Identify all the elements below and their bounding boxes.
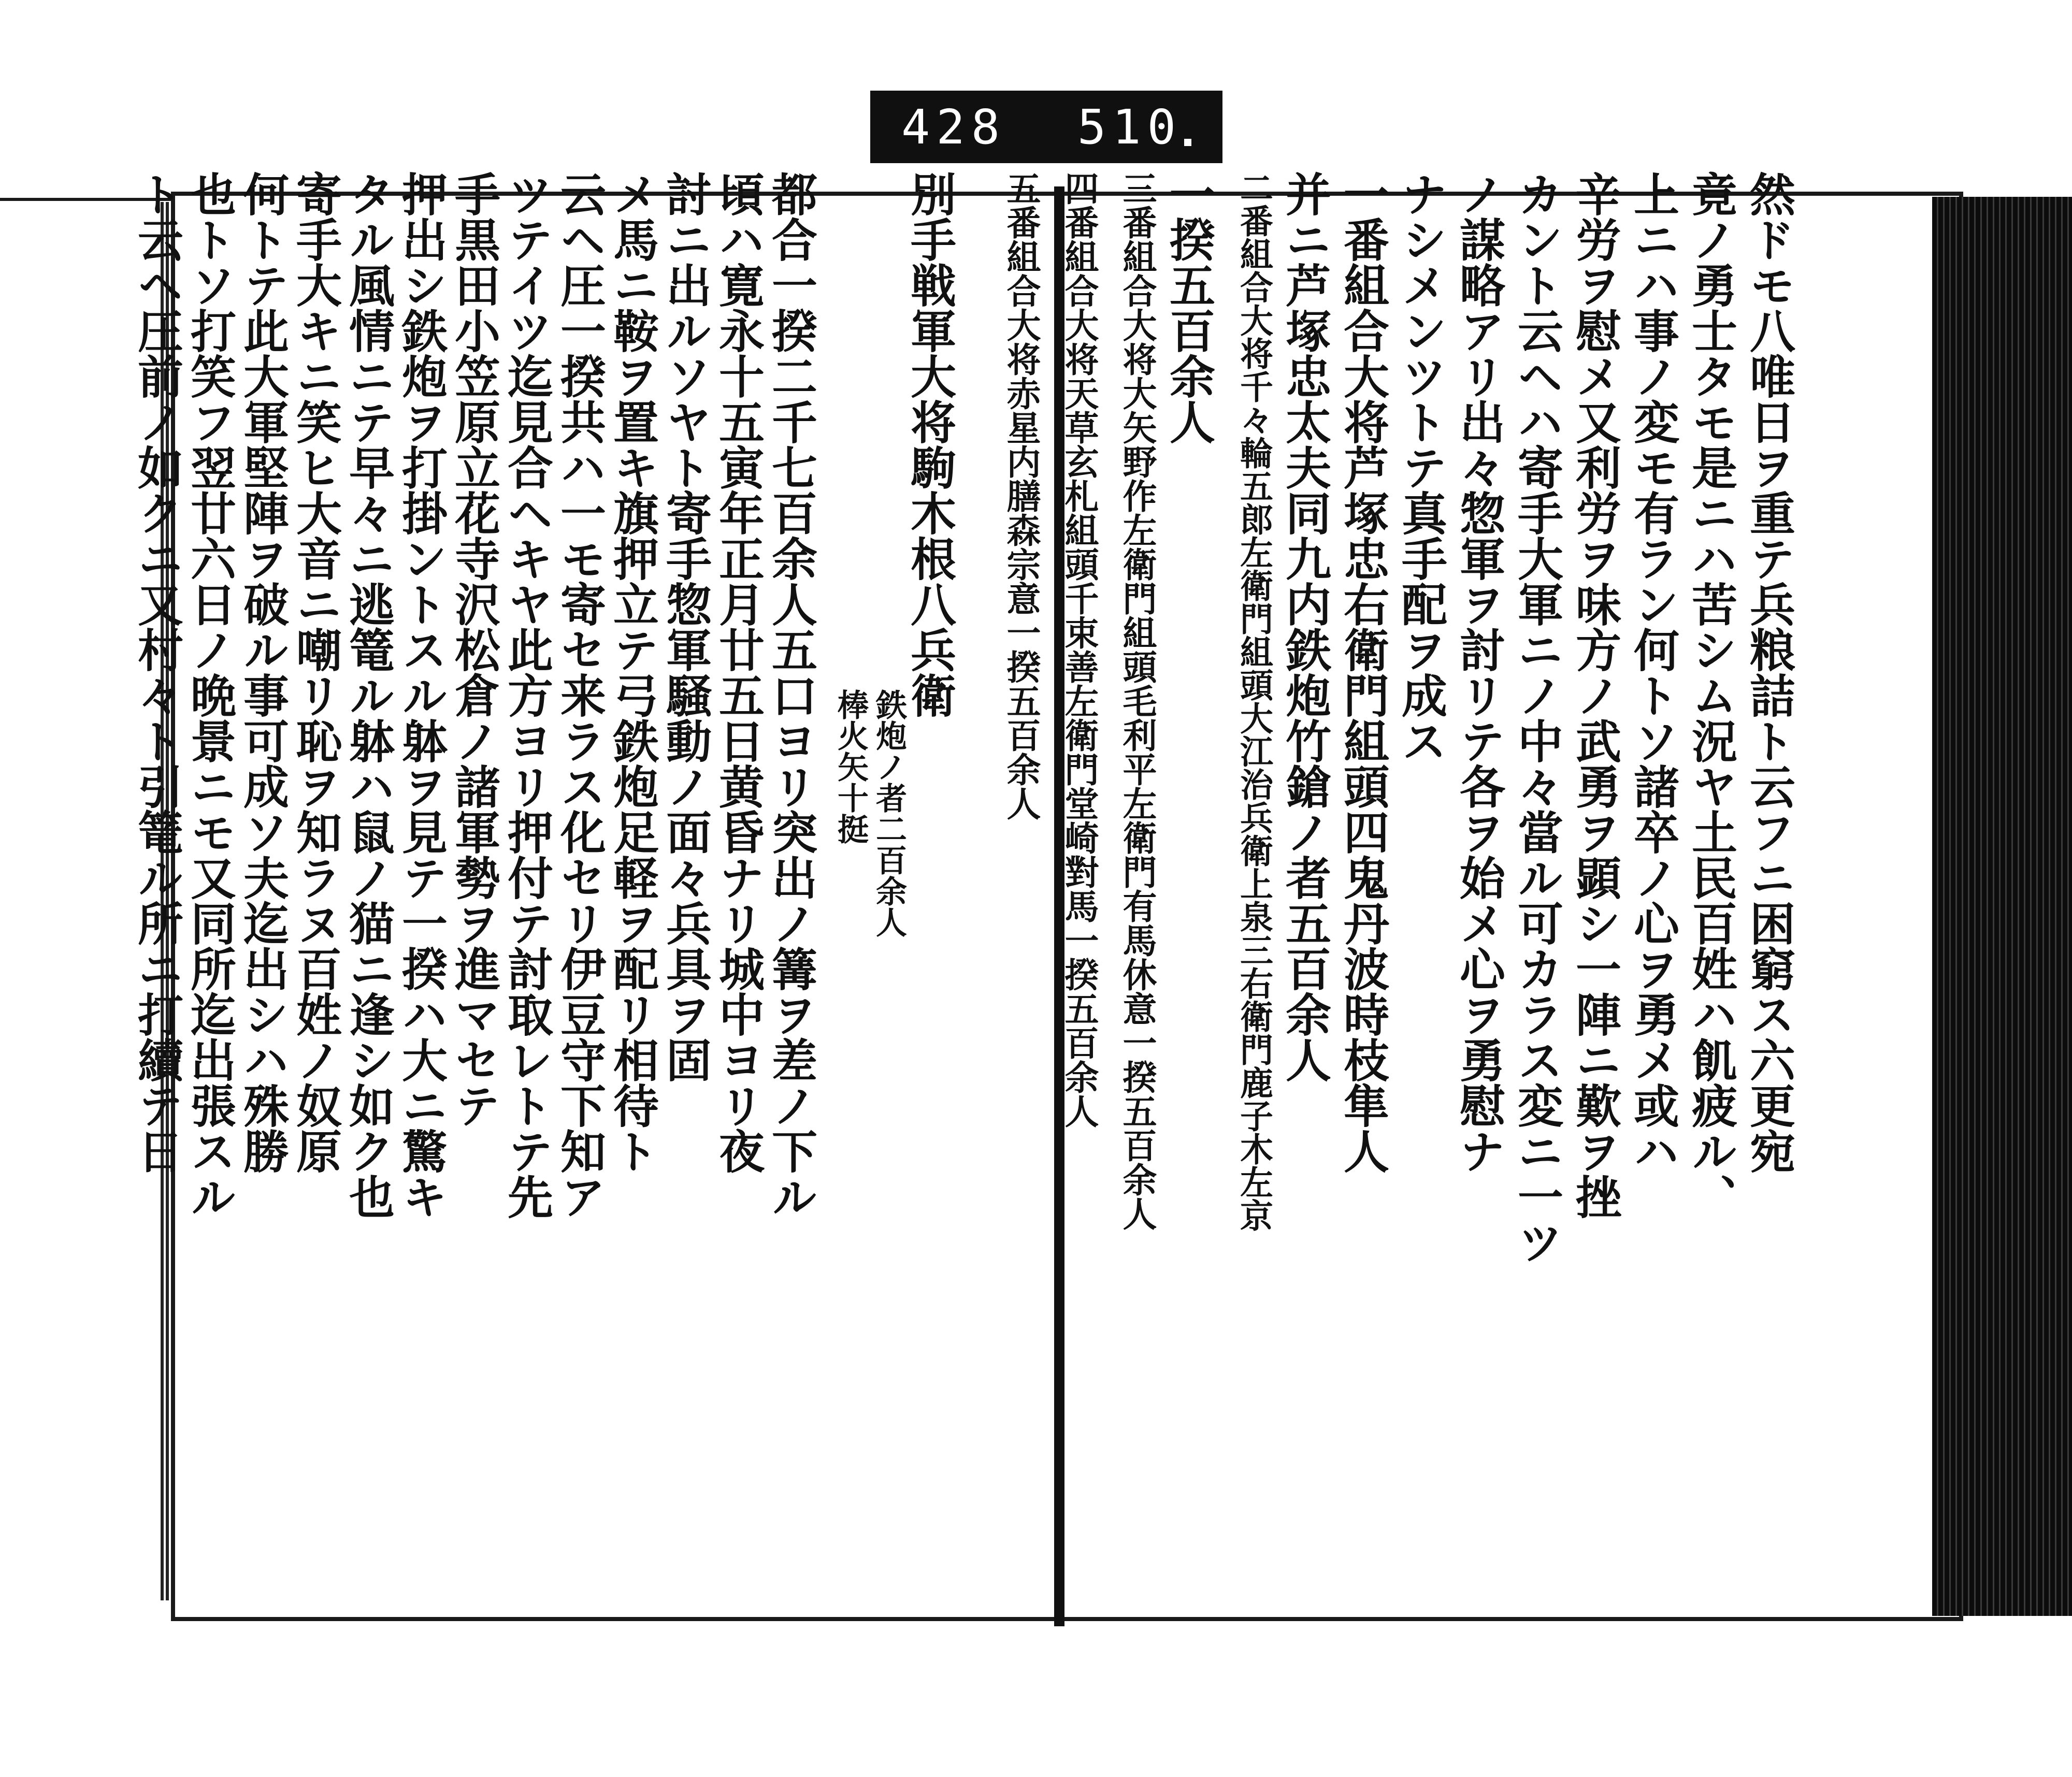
text-column: 押出シ鉄炮ヲ打掛ントスル躰ヲ見テ一揆ハ大ニ驚キ xyxy=(395,171,449,1219)
heading-note: 鉄炮ノ者二百余人 xyxy=(871,689,907,937)
folio-right-group xyxy=(1077,99,1191,155)
text-column: ナシメンツトテ真手配ヲ成ス xyxy=(1394,171,1448,763)
folio-dot xyxy=(1184,139,1191,146)
text-column: 五番組合大将赤星内膳森宗意一揆五百余人 xyxy=(1001,171,1041,820)
page-edges xyxy=(1932,197,2072,1616)
text-column: 云ヘ圧一揆共ハ一モ寄セ来ラス化セリ伊豆守下知ア xyxy=(553,171,607,1219)
text-column: 辛労ヲ慰メ又利労ヲ味方ノ武勇ヲ顕シ一陣ニ歎ヲ挫 xyxy=(1569,171,1622,1219)
text-column: 也トソ打笑フ翌廿六日ノ晩景ニモ又同所迄出張スル xyxy=(183,171,237,1219)
text-column: 寄手大キニ笑ヒ大音ニ嘲リ恥ヲ知ラヌ百姓ノ奴原 xyxy=(289,171,343,1174)
heading-note: 棒火矢十挺 xyxy=(832,689,869,844)
text-column: 都合一揆二千七百余人五口ヨリ突出ノ篝ヲ差ノ下ル xyxy=(765,171,818,1219)
text-column: カント云ヘハ寄手大軍ニノ中々當ル可カラス変ニ一ツ xyxy=(1510,171,1564,1265)
text-column: 手黒田小笠原立花寺沢松倉ノ諸軍勢ヲ進マセテ xyxy=(448,171,501,1128)
text-column: 四番組合大将天草玄札組頭千束善左衛門堂崎對馬一揆五百余人 xyxy=(1059,171,1099,1128)
text-column: 上ニハ事ノ変モ有ラン何トソ諸卒ノ心ヲ勇メ或ハ xyxy=(1627,171,1680,1174)
folio-right-number: 510 xyxy=(1077,99,1182,155)
text-column: 一番組合大将芦塚忠右衛門組頭四鬼丹波時枝隼人 xyxy=(1336,171,1390,1174)
left-page-text xyxy=(131,171,957,1424)
text-column: 頃ハ寛永十五寅年正月廿五日黄昏ナリ城中ヨリ夜 xyxy=(712,171,766,1174)
right-page-text xyxy=(927,171,1796,1424)
text-column: ノ謀略アリ出々惣軍ヲ討リテ各ヲ始メ心ヲ勇慰ナ xyxy=(1452,171,1506,1174)
text-column: 何トテ此大軍堅陣ヲ破ル事可成ソ夫迄出シハ殊勝 xyxy=(236,171,290,1174)
text-column: タル風情ニテ早々ニ逃篭ル躰ハ鼠ノ猫ニ逢シ如ク也 xyxy=(342,171,396,1219)
text-column: 一揆五百余人 xyxy=(1162,171,1216,444)
text-column: 然ドモ八唯日ヲ重テ兵粮詰ト云フニ困窮ス六更宛 xyxy=(1743,171,1796,1174)
text-column: メ馬ニ鞍ヲ置キ旗押立テ弓鉄炮足軽ヲ配リ相待ト xyxy=(606,171,660,1174)
folio-label xyxy=(870,91,1222,163)
text-column: 并ニ芦塚忠太夫同九内鉄炮竹鎗ノ者五百余人 xyxy=(1278,171,1332,1082)
section-heading: 別手戦軍大将駒木根八兵衛 xyxy=(903,171,957,718)
text-column: 二番組合大将千々輪五郎左衛門組頭大江治兵衛上泉三右衛門鹿子木左京 xyxy=(1234,171,1273,1232)
folio-left-number: 428 xyxy=(901,99,1006,155)
text-column: 三番組合大将大矢野作左衛門組頭毛利平左衛門有馬休意一揆五百余人 xyxy=(1117,171,1157,1231)
text-column: ツテイツ迄見合ヘキヤ此方ヨリ押付テ討取レトテ先 xyxy=(500,171,554,1219)
text-column: 竟ノ勇士タモ是ニハ苦シム況ヤ土民百姓ハ飢疲ル、 xyxy=(1685,171,1738,1219)
text-column: 討ニ出ルソヤト寄手惣軍騒動ノ面々兵具ヲ固 xyxy=(659,171,713,1082)
text-column: ト云ヘ圧前ノ如クニ又村々ト引篭ル所ニ打續テ日 xyxy=(131,171,184,1174)
